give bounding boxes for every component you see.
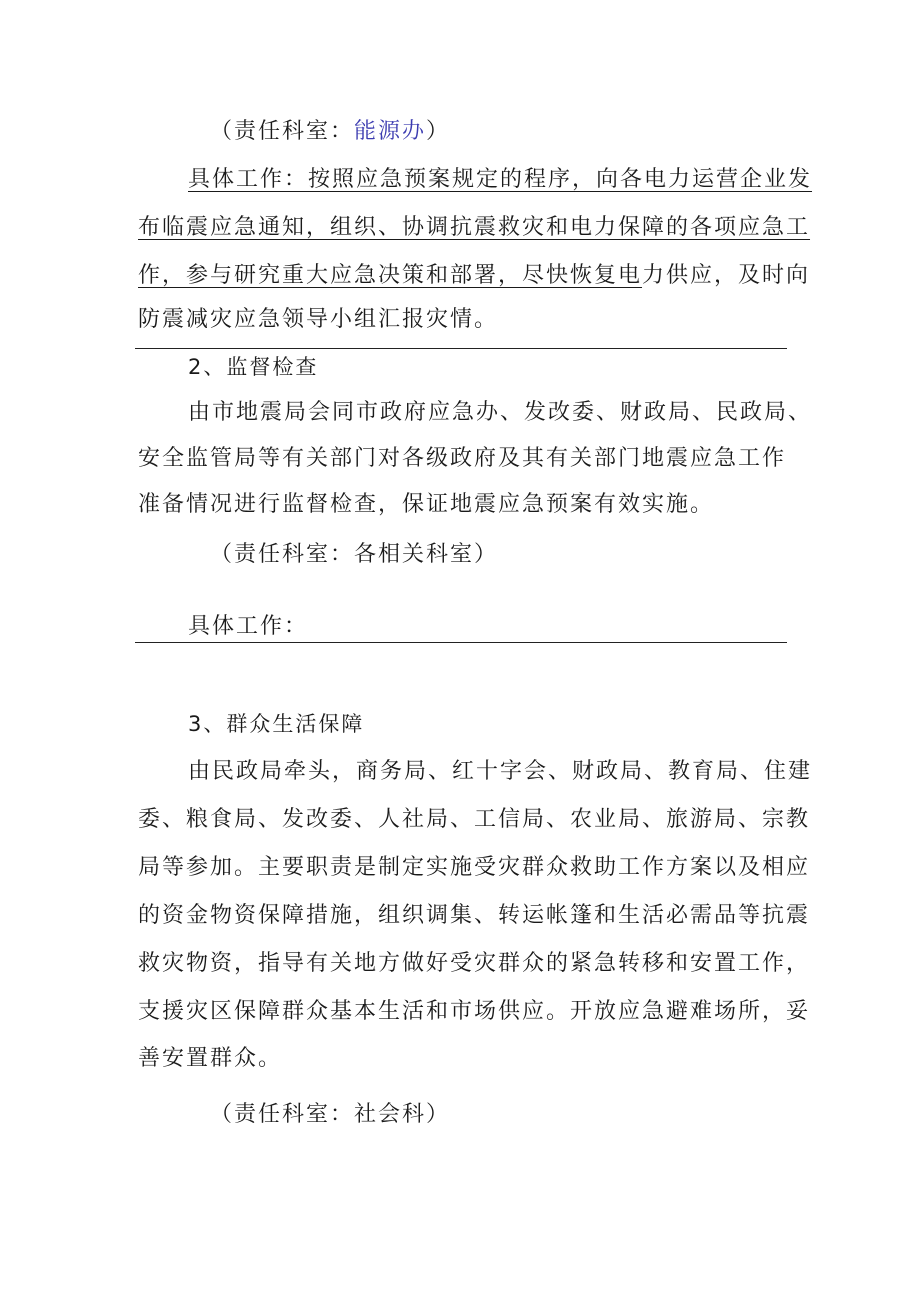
section-heading-supervision: 2、监督检查: [188, 355, 319, 379]
responsible-prefix: （责任科室：: [210, 119, 355, 144]
supervision-body-line-1: 由市地震局会同市政府应急办、发改委、财政局、民政局、: [188, 400, 813, 425]
work-line-3: [138, 261, 811, 291]
divider-rule-1: [135, 348, 787, 349]
responsible-office-line-3: （责任科室：社会科）: [210, 1102, 451, 1127]
work-line-3-underlined: 作，参与研究重大应急决策和部署，尽快恢复电: [138, 263, 643, 288]
livelihood-body-line-7: 善安置群众。: [138, 1046, 283, 1071]
livelihood-body-line-4: 的资金物资保障措施，组织调集、转运帐篷和生活必需品等抗震: [138, 903, 811, 928]
responsible-office-line-2: （责任科室：各相关科室）: [210, 542, 499, 567]
supervision-body-line-3: 准备情况进行监督检查，保证地震应急预案有效实施。: [138, 492, 715, 517]
work-label-2: 具体工作：: [188, 614, 309, 639]
supervision-body-line-2: 安全监管局等有关部门对各级政府及其有关部门地震应急工作: [138, 446, 787, 471]
livelihood-body-line-6: 支援灾区保障群众基本生活和市场供应。开放应急避难场所，妥: [138, 999, 811, 1024]
section-heading-livelihood: 3、群众生活保障: [188, 712, 365, 736]
responsible-suffix: ）: [426, 119, 451, 144]
livelihood-body-line-2: 委、粮食局、发改委、人社局、工信局、农业局、旅游局、宗教: [138, 807, 811, 832]
responsible-office-line-1: [210, 117, 870, 147]
responsible-office-name: 能源办: [354, 119, 427, 144]
work-line-1: 具体工作：按照应急预案规定的程序，向各电力运营企业发: [188, 167, 813, 192]
work-line-4: 防震减灾应急领导小组汇报灾情。: [138, 307, 499, 332]
work-line-3-rest: 力供应，及时向: [642, 263, 811, 288]
livelihood-body-line-3: 局等参加。主要职责是制定实施受灾群众救助工作方案以及相应: [138, 855, 811, 880]
livelihood-body-line-1: 由民政局牵头，商务局、红十字会、财政局、教育局、住建: [188, 759, 813, 784]
livelihood-body-line-5: 救灾物资，指导有关地方做好受灾群众的紧急转移和安置工作，: [138, 951, 811, 976]
divider-rule-2: [135, 642, 787, 643]
work-line-2: 布临震应急通知，组织、协调抗震救灾和电力保障的各项应急工: [138, 215, 811, 240]
